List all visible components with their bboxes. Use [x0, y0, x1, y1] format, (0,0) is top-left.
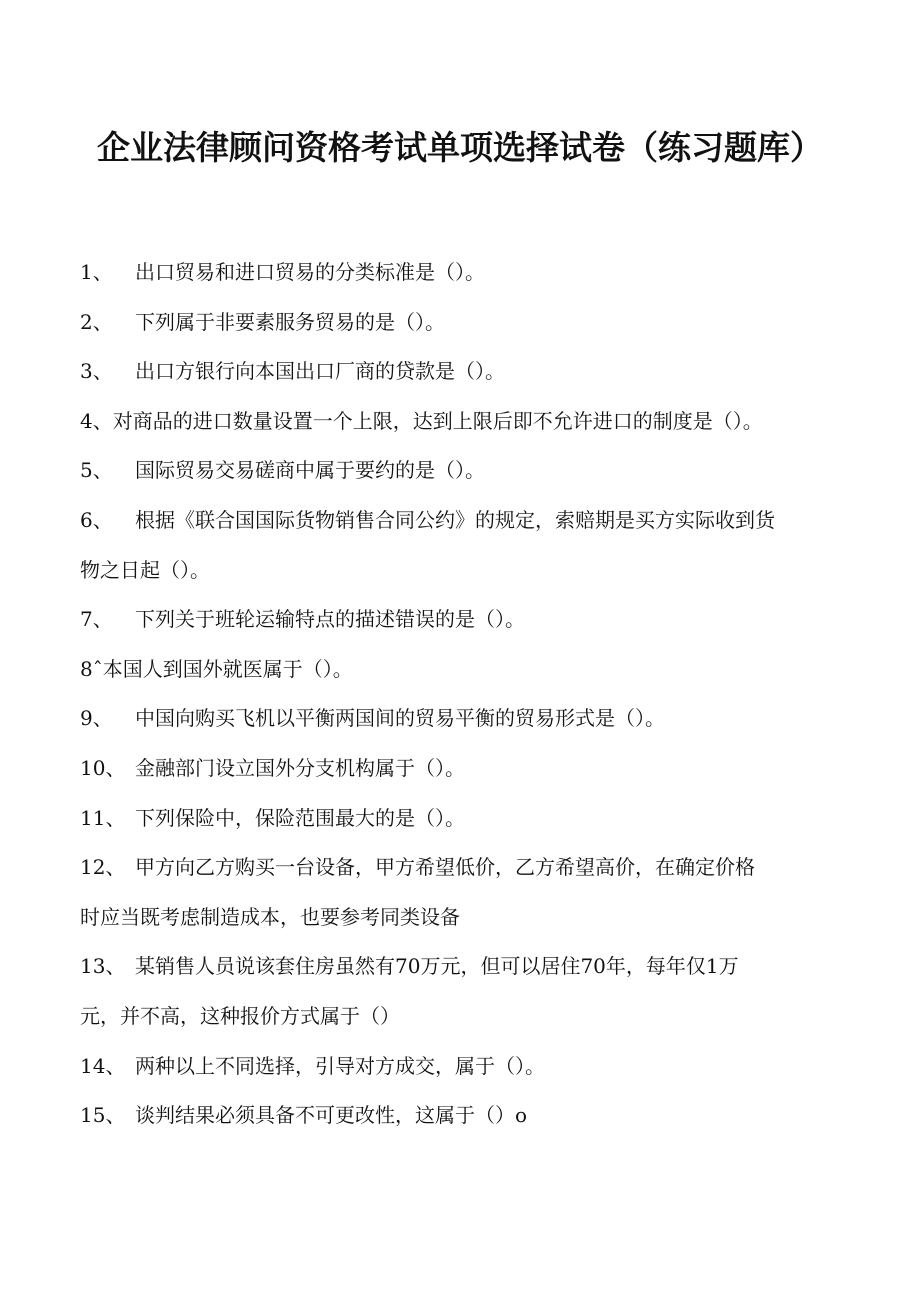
question-text: 下列保险中，保险范围最大的是（）。: [135, 805, 465, 830]
question-number: 13、: [80, 954, 126, 979]
question-text: 谈判结果必须具备不可更改性，这属于（）o: [135, 1103, 528, 1128]
question-number: 9、: [80, 706, 113, 731]
question-text: 出口方银行向本国出口厂商的贷款是（）。: [135, 359, 505, 384]
question-number: 5、: [80, 458, 113, 483]
question-number: 12、: [80, 855, 126, 880]
question-text: 中国向购买飞机以平衡两国间的贸易平衡的贸易形式是（）。: [135, 706, 665, 731]
question-number: 7、: [80, 607, 113, 632]
question-number: 6、: [80, 507, 113, 532]
question-number: 8ˆ: [80, 656, 103, 681]
question-item-1: [80, 248, 840, 298]
question-text: 甲方向乙方购买一台设备，甲方希望低价，乙方希望高价，在确定价格: [135, 855, 755, 880]
question-text: 本国人到国外就医属于（）。: [102, 656, 353, 681]
question-item-9: [80, 694, 840, 744]
question-item-13: [80, 942, 840, 992]
question-text: 出口贸易和进口贸易的分类标准是（）。: [135, 260, 485, 284]
question-number: 1、: [80, 260, 113, 284]
question-text-continued: 元，并不高，这种报价方式属于（）: [80, 1003, 400, 1028]
question-item-3: [80, 347, 840, 397]
question-item-12: [80, 843, 840, 893]
question-item-13-continued: [80, 992, 840, 1042]
question-list: [80, 248, 840, 1141]
question-item-8: [80, 645, 840, 695]
question-item-14: [80, 1042, 840, 1092]
question-number: 14、: [80, 1053, 126, 1078]
question-item-12-continued: [80, 893, 840, 943]
question-number: 10、: [80, 755, 126, 780]
question-text-continued: 时应当既考虑制造成本，也要参考同类设备: [80, 904, 460, 929]
question-text: 两种以上不同选择，引导对方成交，属于（）。: [135, 1053, 545, 1078]
question-number: 4、: [80, 408, 113, 433]
question-item-7: [80, 595, 840, 645]
question-item-6: [80, 496, 840, 546]
question-number: 15、: [80, 1103, 126, 1128]
question-item-5: [80, 446, 840, 496]
question-text: 根据《联合国国际货物销售合同公约》的规定，索赔期是买方实际收到货: [135, 507, 775, 532]
question-text: 下列属于非要素服务贸易的是（）。: [135, 309, 445, 334]
question-number: 3、: [80, 359, 113, 384]
question-item-10: [80, 744, 840, 794]
page-title: 企业法律顾问资格考试单项选择试卷（练习题库）: [97, 128, 823, 167]
question-text: 对商品的进口数量设置一个上限，达到上限后即不允许进口的制度是（）。: [112, 408, 763, 433]
question-item-15: [80, 1091, 840, 1141]
question-number: 2、: [80, 309, 113, 334]
question-text: 国际贸易交易磋商中属于要约的是（）。: [135, 458, 485, 483]
question-item-11: [80, 794, 840, 844]
question-text-continued: 物之日起（）。: [80, 557, 210, 582]
question-text: 某销售人员说该套住房虽然有70万元，但可以居住70年，每年仅1万: [135, 954, 739, 979]
question-number: 11、: [80, 805, 126, 830]
question-text: 金融部门设立国外分支机构属于（）。: [135, 755, 465, 780]
question-item-6-continued: [80, 546, 840, 596]
question-item-4: [80, 397, 840, 447]
question-text: 下列关于班轮运输特点的描述错误的是（）。: [135, 607, 525, 632]
question-item-2: [80, 298, 840, 348]
